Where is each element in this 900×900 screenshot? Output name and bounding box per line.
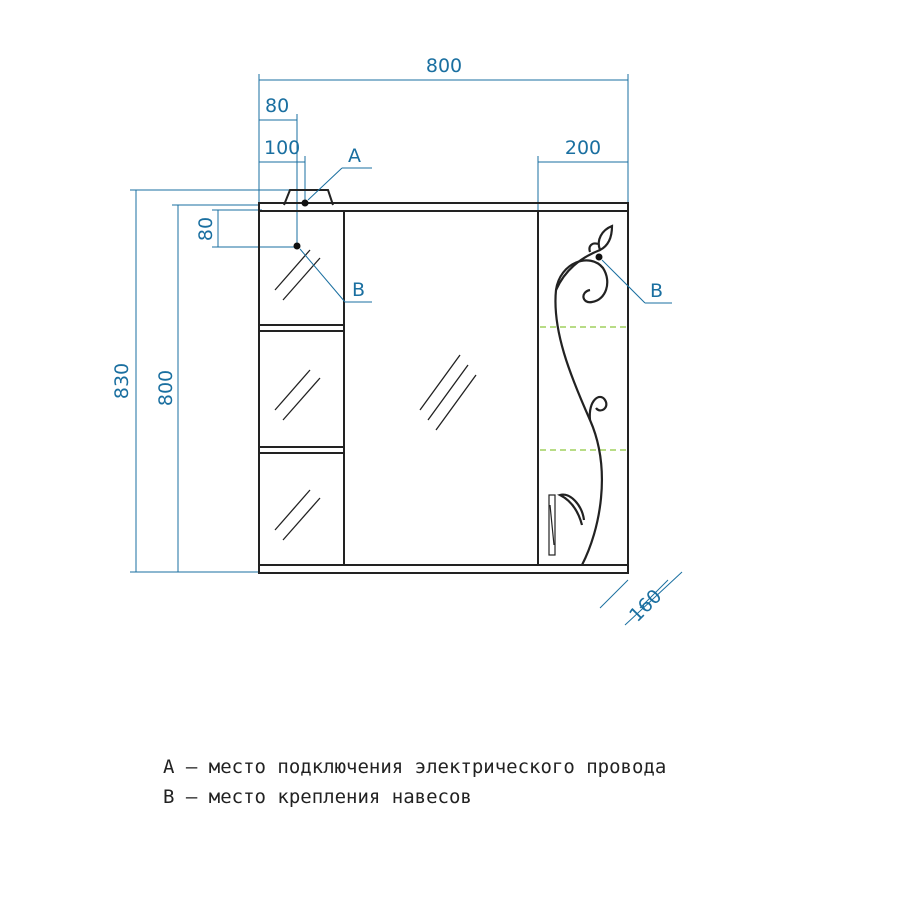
dim-80-vertical-label: 80 [195,216,217,242]
dim-200-label: 200 [564,137,602,159]
marker-b-right-label: B [650,280,664,302]
dimension-depth-160 [600,572,682,626]
legend-item-b: B – место крепления навесов [163,786,472,808]
marker-a-label: A [348,145,361,167]
mirror-hatching [275,250,476,540]
dimension-left-80 [259,95,297,246]
dimension-hook-80 [195,210,298,247]
legend-item-a: A – место подключения электрического провода [163,756,667,778]
legend [163,752,666,812]
dimension-total-width [259,55,628,205]
dimension-body-height [155,205,260,572]
dim-100-label: 100 [264,137,301,159]
dim-80-label: 80 [265,95,290,117]
dim-160-label: 160 [625,585,667,627]
floral-ornament [555,226,612,565]
dim-800-width-label: 800 [425,55,463,77]
marker-b-left [294,243,373,303]
marker-b-left-label: B [352,279,366,301]
dimension-right-200 [538,137,628,210]
dim-830-label: 830 [111,362,133,400]
marker-a [302,145,373,207]
cabinet-body [259,190,628,573]
dim-800-height-label: 800 [155,369,177,407]
